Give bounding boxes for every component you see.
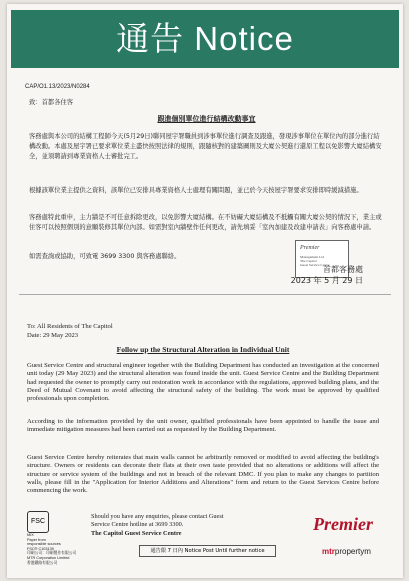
english-paragraph: Guest Service Centre and structural engineer together with the Building Department has conducted an investigation at the concerned unit today (29 May 2023) and the structural alteration was found inside the unit. Guest Service Centre and the Building Department had requested the owner to promptly carry out restoration work in accordance with the regulations, approved building plans, and the Deed of Mutual Covenant to avoid affecting the structural safety of the building. The work must be approved by qualified professionals upon completion. <box>27 362 379 403</box>
chinese-paragraph: 客務處與本公司的結構工程師今天(5月29日)聯同屋宇署職員到涉事單位進行調查及跟進，發現涉事單位在單位內的部分進行結構改動。本處及屋宇署已要求單位業主盡快按照法律的規則，跟隨核對的建築圖則及大廈公契進行還原工程以免影響大廈結構安全，並須聘請到專業資格人士審批完工。 <box>29 133 382 160</box>
english-paragraph: Guest Service Centre hereby reiterates that main walls cannot be arbitrarily removed or modified to avoid affecting the building's structure. Owners or residents can decorate their flats at their own taste provided that no alterations or additions will affect the structure or service system of the buildings and not in breach of the relevant DMC. If you plan to make any changes to partition walls, please fill in the "Application for Interior Additions and Alterations" form and return to the Guest Services Centre before commencing the work. <box>27 454 379 495</box>
chinese-paragraph: 根據該單位業主提供之資料，該單位已安排具專業資格人士處理有關問題，並已於今天按屋宇署要求安排即時緩減措施。 <box>29 187 363 194</box>
premier-stamp-text: Management Ltd The Capitol Guest Service Centre <box>300 255 330 267</box>
chinese-paragraph: 客務處特此重申，主力牆是不可任意拆除更改，以免影響大廈結構。在不妨礙大廈結構及不抵觸有關大廈公契的情況下，業主或住客可以按照個別的意願裝修其單位內部。如需對室內牆壁作任何更改，請先填妥「室內加建及改建申請表」向客務處申請。 <box>29 214 382 231</box>
notice-sheet <box>7 4 403 578</box>
chinese-recipient: 致：首都各住客 <box>29 99 74 106</box>
english-paragraph: According to the information provided by the unit owner, qualified professionals have been appointed to handle the issue and immediate mitigation measures had been carried out as requested by the Building Department. <box>27 418 379 434</box>
english-title: Follow up the Structural Alteration in Individual Unit <box>116 345 290 354</box>
section-divider <box>19 294 391 295</box>
notice-banner: 通告 Notice <box>11 10 399 68</box>
signature-org: 首都客務處 <box>323 265 363 274</box>
premier-stamp-logo: Premier <box>300 245 320 251</box>
notice-expiry-stamp: 通告限 7 日內 Notice Post Until further notice <box>139 545 276 557</box>
mtr-propertym-logo: mtrpropertym <box>322 547 371 556</box>
footer-signature: The Capitol Guest Service Centre <box>91 529 182 537</box>
english-date: Date: 29 May 2023 <box>27 332 79 339</box>
signature-block <box>291 264 363 286</box>
fsc-logo-icon: FSC <box>27 511 49 533</box>
reference-number: CAP/O1.13/2023/N0284 <box>25 84 90 90</box>
english-recipient: To: All Residents of The Capitol <box>27 323 113 330</box>
fsc-label: FSC MIX Paper from responsible sources FSC® C103139 印刷公司：印刷製作有限公司 MTR Corporation Limited 香港鐵路有限公司 <box>27 511 85 569</box>
premier-logo: Premier <box>313 514 373 534</box>
chinese-paragraph: 如需查詢或協助，可致電 3699 3300 與客務處聯絡。 <box>29 253 181 260</box>
footer-contact: Should you have any enquiries, please contact Guest Service Centre hotline at 3699 3300. The Capitol Guest Service Centre <box>91 513 301 538</box>
signature-date: 2023 年 5 月 29 日 <box>290 276 363 285</box>
chinese-title: 跟進個別單位進行結構改動事宜 <box>157 115 256 123</box>
